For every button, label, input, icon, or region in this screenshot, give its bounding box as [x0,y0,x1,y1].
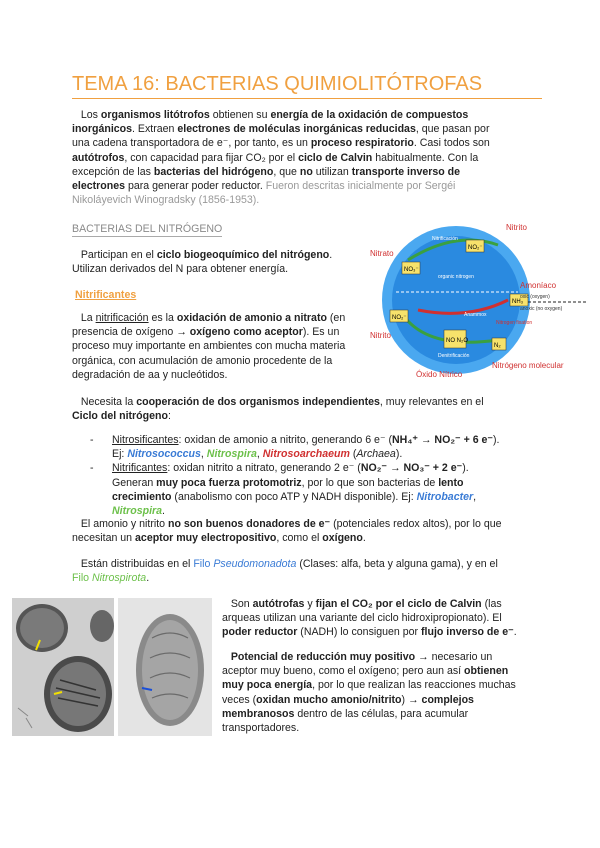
label-n2: N₂ [494,343,501,349]
micrograph-right [118,598,212,736]
calvin-paragraph: Son autótrofas y fijan el CO₂ por el ciclo de Calvin (las arqueas utilizan una variante del ciclo hidroxipropionato). El poder reductor (NADH) lo consiguen por flujo inverso de e⁻. [222,598,517,639]
label-no3: NO₃⁻ [404,267,419,273]
label-nh3: NH₃ [512,299,524,305]
svg-text:oxic (oxygen): oxic (oxygen) [520,294,550,300]
svg-text:Nitrificación: Nitrificación [432,236,458,242]
svg-text:Nitrogen fixation: Nitrogen fixation [496,320,533,326]
label-no2: NO₂⁻ [468,245,483,251]
label-no-n2o: NO N₂O [446,338,468,344]
nitrification-paragraph: La nitrificación es la oxidación de amonio a nitrato (en presencia de oxígeno → oxígeno como aceptor). Es un proceso muy importante en ambientes con mucha materia orgánica, con acumulación de amonio procedente de la degradación de aa y nucleótidos. [72,312,346,381]
subheading-nitrificantes: Nitrificantes [75,289,137,301]
label-amoniaco: Amoníaco [520,281,557,290]
list-item-nitrificantes: - Nitrificantes: oxidan nitrito a nitrato, generando 2 e⁻ (NO₂⁻ → NO₃⁻ + 2 e⁻). Generan muy poca fuerza protomotriz, por lo que son bacterias de lento crecimiento (anabolismo con poco ATP y NADH disponible). Ej: Nitrobacter, Nitrospira. [90,461,512,518]
potential-paragraph: Potencial de reducción muy positivo → necesario un aceptor muy bueno, como el oxígeno; pero aun así obtienen muy poca energía, por lo que realizan las reacciones muchas veces (oxidan mucho amonio/nitrito) → complejos membranosos dentro de las células, para acumular transportadores. [222,651,516,735]
svg-text:anoxic (no oxygen): anoxic (no oxygen) [520,306,563,312]
label-no2b: NO₂⁻ [392,315,407,321]
bacteria-list [90,433,512,518]
label-nitrogeno: Nitrógeno molecular [492,361,564,370]
label-nitrito-top: Nitrito [506,223,527,232]
label-nitrato: Nitrato [370,249,394,258]
intro-paragraph: Los organismos litótrofos obtienen su energía de la oxidación de compuestos inorgánicos. Extraen electrones de moléculas inorgánicas reducidas, que pasan por una cadena transportadora de e⁻, por tanto, es un proceso respiratorio. Casi todos son autótrofos, con capacidad para fijar CO₂ por el ciclo de Calvin habitualmente. Con la excepción de las bacterias del hidrógeno, que no utilizan transporte inverso de electrones para generar poder reductor. Fueron descritas inicialmente por Sergéi Nikoláyevich Winogradsky (1856-1953). [72,109,490,207]
label-nitrito-left: Nitrito [370,331,391,340]
section-heading: BACTERIAS DEL NITRÓGENO [72,222,222,237]
donors-paragraph: El amonio y nitrito no son buenos donadores de e⁻ (potenciales redox altos), por lo que necesitan un aceptor muy electropositivo, como el oxígeno. [72,518,502,545]
cycle-paragraph: Participan en el ciclo biogeoquímico del nitrógeno. Utilizan derivados del N para obtener energía. [72,249,333,276]
svg-text:Denitrificación: Denitrificación [438,353,470,359]
page-title: TEMA 16: BACTERIAS QUIMIOLITÓTROFAS [72,72,542,99]
label-oxido: Óxido Nítrico [416,370,463,379]
cooperation-paragraph: Necesita la cooperación de dos organismos independientes, muy relevantes en el Ciclo del nitrógeno: [72,396,484,423]
phyla-paragraph: Están distribuidas en el Filo Pseudomonadota (Clases: alfa, beta y alguna gama), y en el Filo Nitrospirota. [72,558,498,585]
svg-text:Anammox: Anammox [464,312,487,318]
nitrogen-cycle-diagram [368,220,588,380]
micrograph-left [12,598,114,736]
svg-text:organic nitrogen: organic nitrogen [438,274,474,280]
list-item-nitrosificantes: - Nitrosificantes: oxidan de amonio a nitrito, generando 6 e⁻ (NH₄⁺ → NO₂⁻ + 6 e⁻). Ej: Nitrosococcus, Nitrospira, Nitrosoarchaeum (Archaea). [90,433,512,461]
